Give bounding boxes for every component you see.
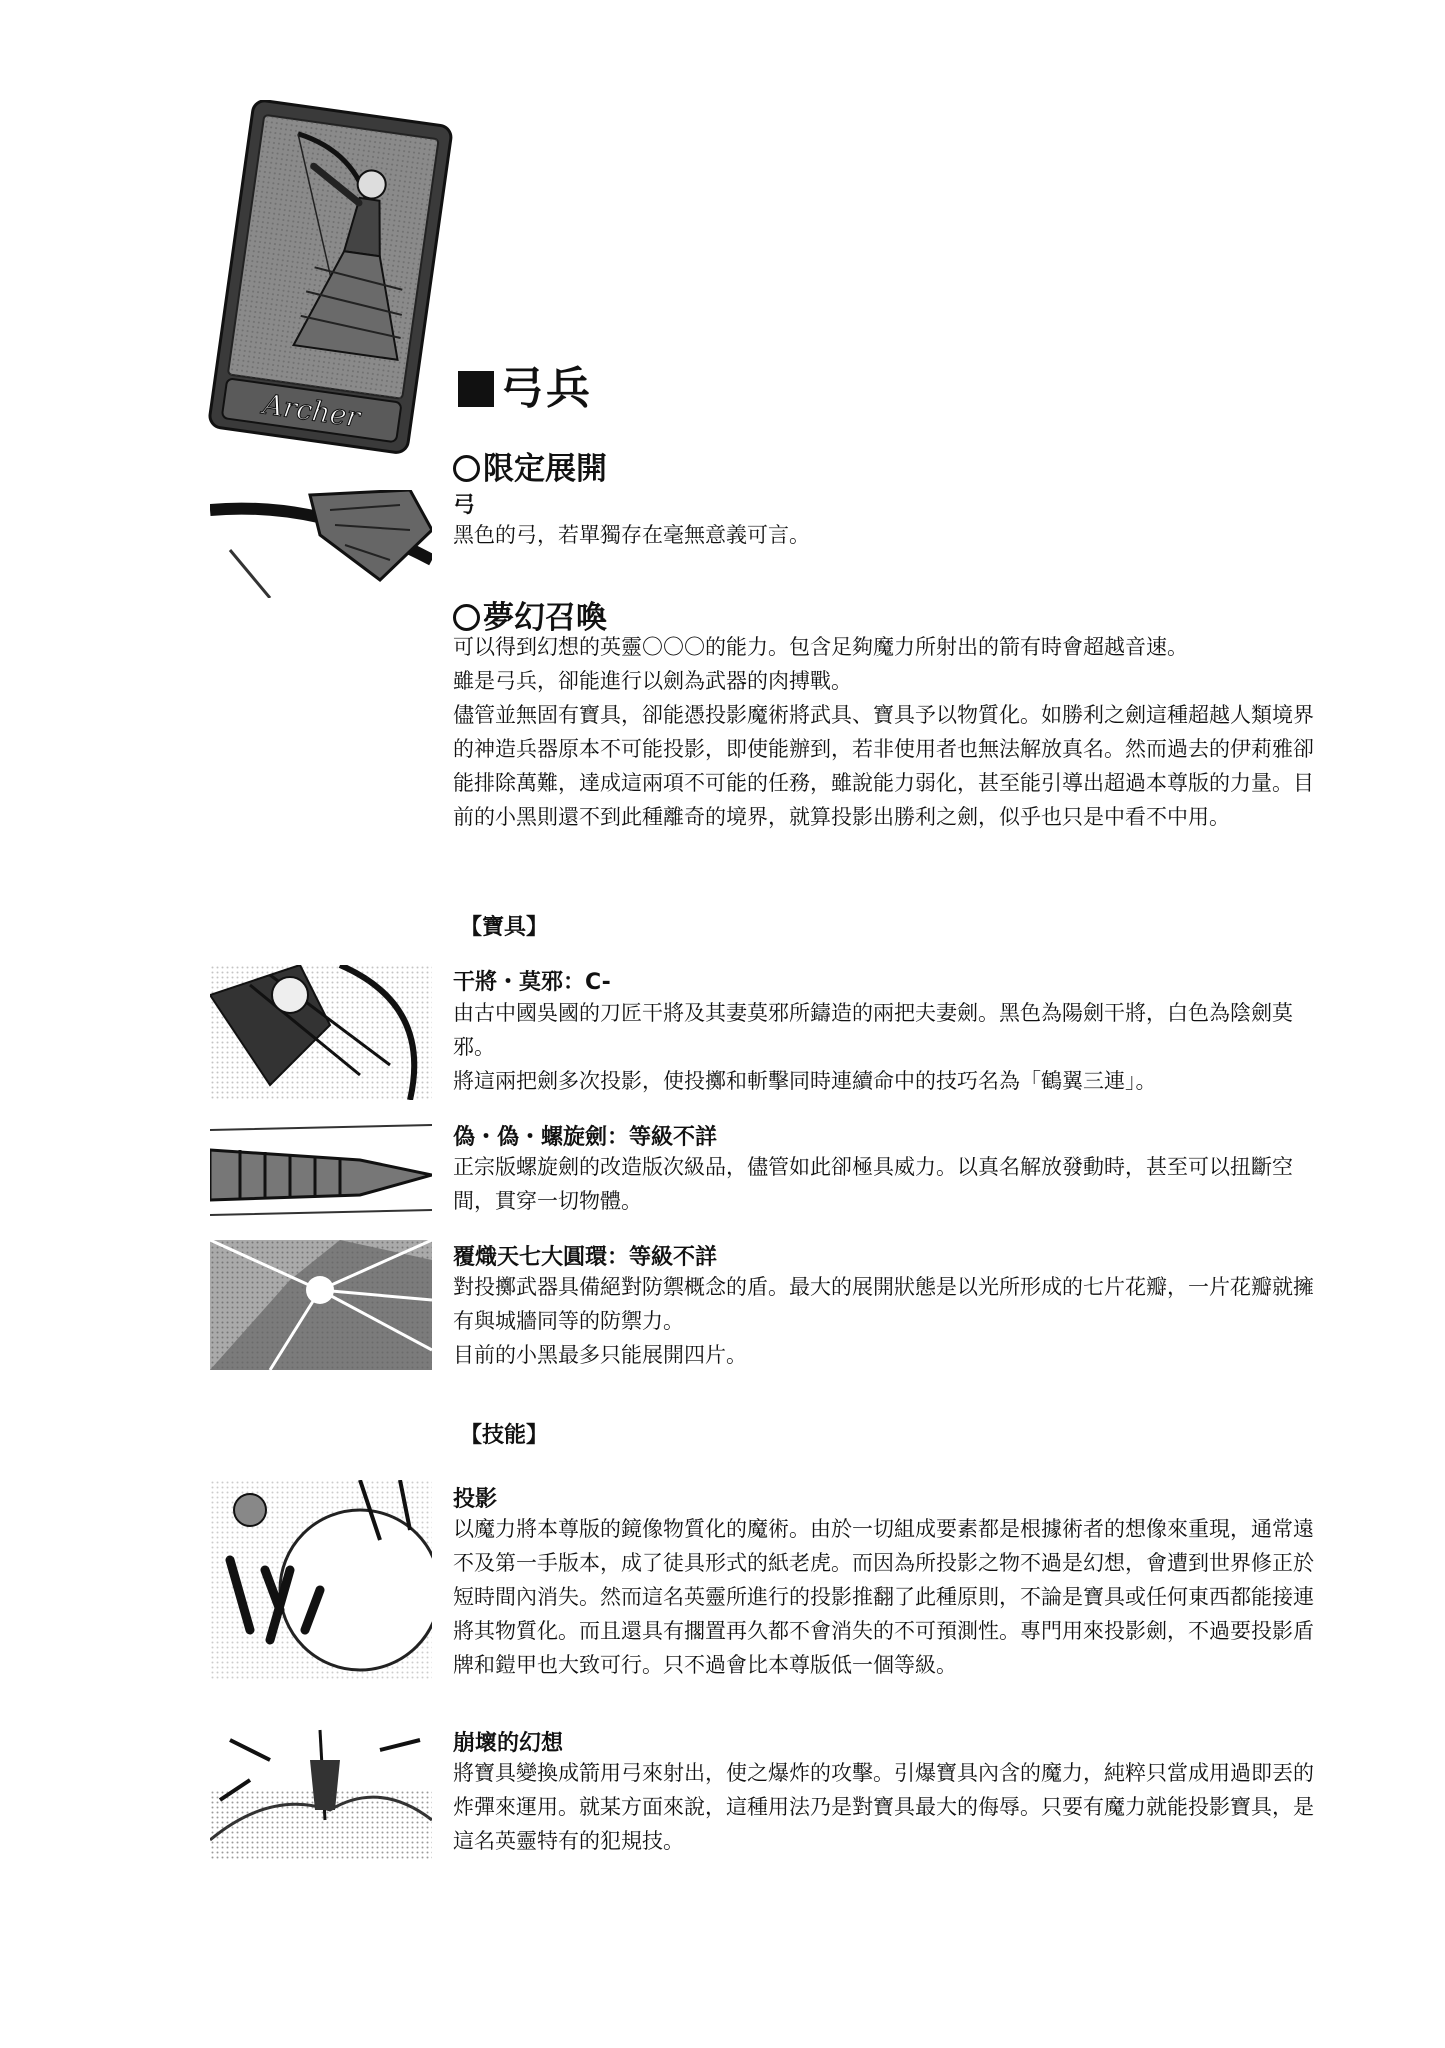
archer-card (208, 100, 458, 460)
card-label: Archer (261, 387, 363, 434)
skill-1-title: 崩壞的幻想 (453, 1731, 564, 1756)
treasure-1-text: 正宗版螺旋劍的改造版次級品，儘管如此卻極具威力。以真名解放發動時，甚至可以扭斷空間，貫穿一切物體。 (453, 1155, 1293, 1213)
bow-description: 黑色的弓，若單獨存在毫無意義可言。 (453, 523, 810, 547)
rho-aias-panel-image (210, 1240, 432, 1370)
black-square-icon (458, 371, 494, 407)
broken-phantasm-panel-image (210, 1720, 432, 1860)
circle-bullet-icon (453, 604, 480, 631)
skill-0-text: 以魔力將本尊版的鏡像物質化的魔術。由於一切組成要素都是根據術者的想像來重現，通常遠不及第一手版本，成了徒具形式的紙老虎。而因為所投影之物不過是幻想，會遭到世界修正於短時間內消失。然而這名英靈所進行的投影推翻了此種原則，不論是寶具或任何東西都能接連將其物質化。而且還具有擱置再久都不會消失的不可預測性。專門用來投影劍，不過要投影盾牌和鎧甲也大致可行。只不過會比本尊版低一個等級。 (453, 1517, 1314, 1677)
section-dream-summon-heading: 夢幻召喚 (453, 592, 607, 637)
treasure-1-title: 偽・偽・螺旋劍：等級不詳 (453, 1125, 718, 1150)
treasures-heading: 【寶具】 (460, 915, 549, 940)
skill-1-text: 將寶具變換成箭用弓來射出，使之爆炸的攻擊。引爆寶具內含的魔力，純粹只當成用過即丟的炸彈來運用。就某方面來說，這種用法乃是對寶具最大的侮辱。只要有魔力就能投影寶具，是這名英靈特有的犯規技。 (453, 1761, 1314, 1853)
bow-panel-image (210, 490, 432, 598)
treasure-0-text: 由古中國吳國的刀匠干將及其妻莫邪所鑄造的兩把夫妻劍。黑色為陽劍干將，白色為陰劍莫邪。 將這兩把劍多次投影，使投擲和斬擊同時連續命中的技巧名為「鶴翼三連」。 (453, 1001, 1293, 1093)
section-limited-deploy-heading: 限定展開 (453, 443, 607, 488)
archer-card-art (208, 100, 458, 460)
skills-heading: 【技能】 (460, 1423, 549, 1448)
dream-summon-text: 可以得到幻想的英靈〇〇〇的能力。包含足夠魔力所射出的箭有時會超越音速。 雖是弓兵，卻能進行以劍為武器的肉搏戰。 儘管並無固有寶具，卻能憑投影魔術將武具、寶具予以物質化。如勝利之劍這種超越人類境界的神造兵器原本不可能投影，即使能辦到，若非使用者也無法解放真名。然而過去的伊莉雅卻能排除萬難，達成這兩項不可能的任務，雖說能力弱化，甚至能引導出超過本尊版的力量。目前的小黑則還不到此種離奇的境界，就算投影出勝利之劍，似乎也只是中看不中用。 (453, 635, 1314, 829)
skill-0-title: 投影 (453, 1487, 498, 1512)
treasure-0-title: 干將・莫邪：C- (453, 970, 611, 995)
circle-bullet-icon (453, 455, 480, 482)
item-title-bow: 弓 (453, 493, 476, 518)
caladbolg-panel-image (210, 1120, 432, 1220)
projection-panel-image (210, 1480, 432, 1680)
treasure-2-text: 對投擲武器具備絕對防禦概念的盾。最大的展開狀態是以光所形成的七片花瓣，一片花瓣就擁有與城牆同等的防禦力。 目前的小黑最多只能展開四片。 (453, 1275, 1314, 1367)
page-title: 弓兵 (458, 352, 592, 416)
kanshou-bakuya-panel-image (210, 965, 432, 1100)
treasure-2-title: 覆熾天七大圓環：等級不詳 (453, 1245, 718, 1270)
